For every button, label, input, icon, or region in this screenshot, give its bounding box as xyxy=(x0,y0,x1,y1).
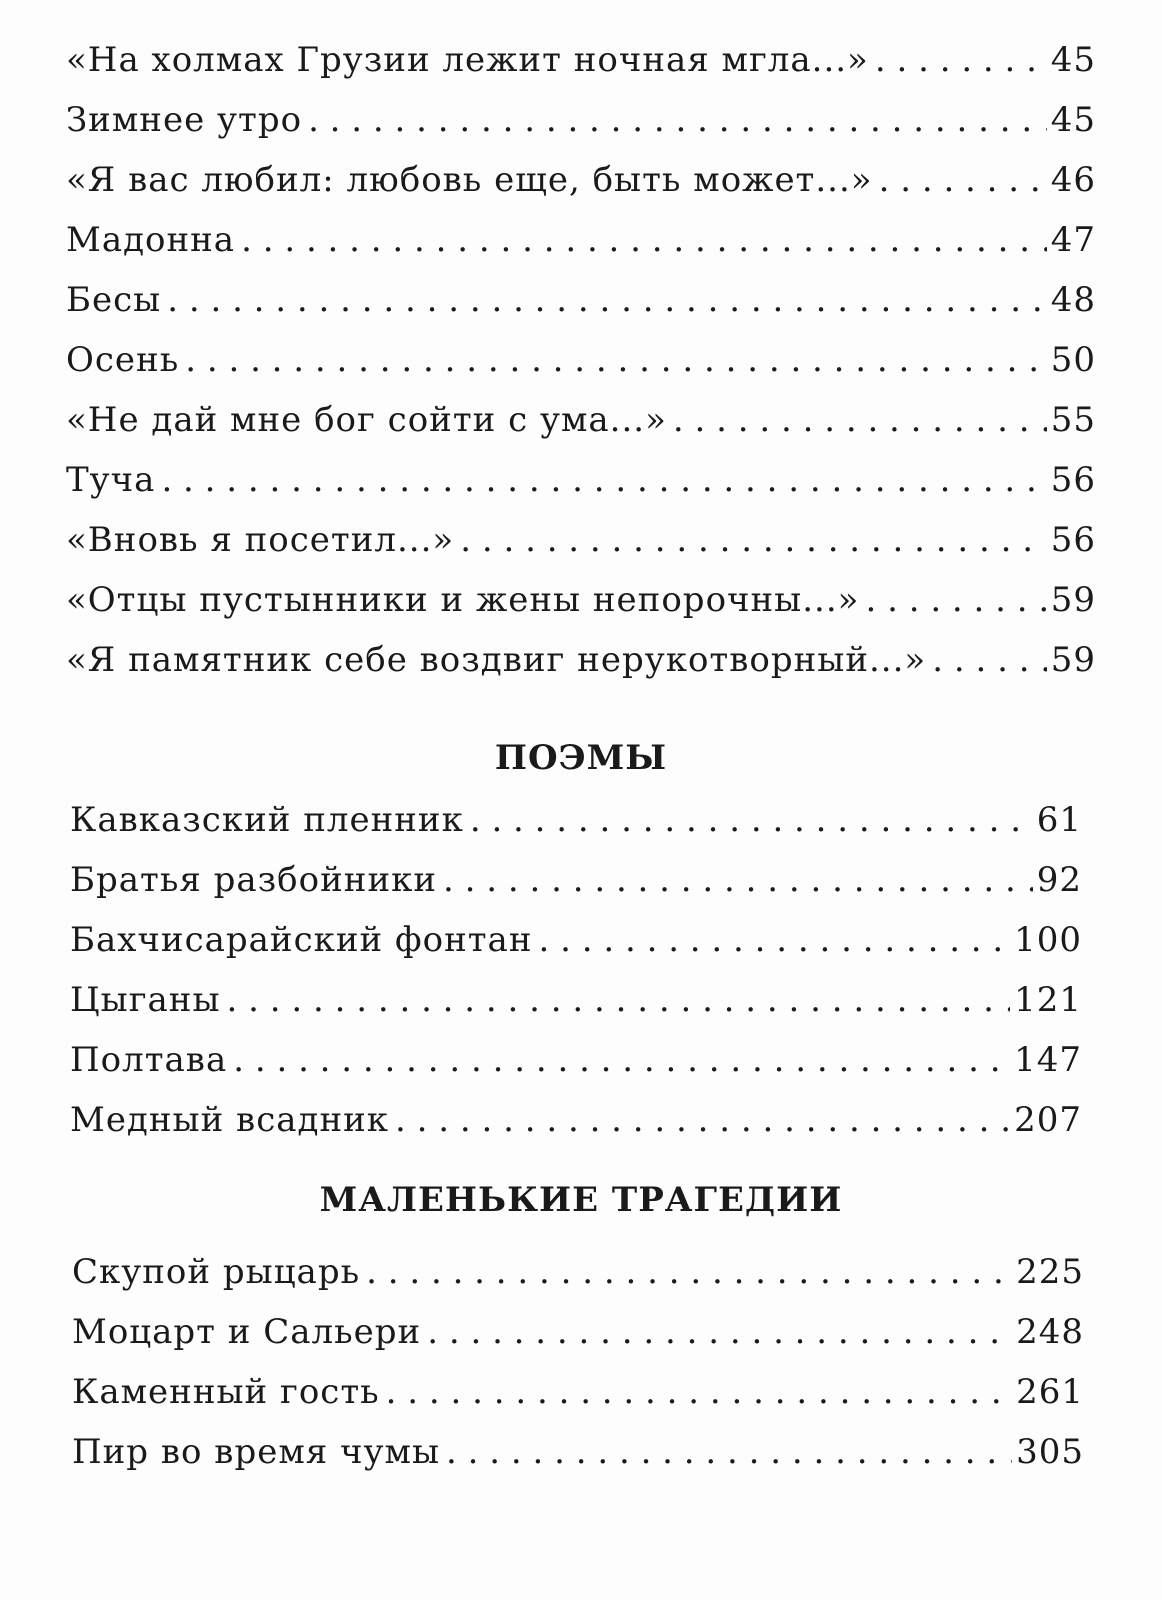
toc-entry-title: Зимнее утро xyxy=(66,100,303,140)
toc-entry-title: Моцарт и Сальери xyxy=(72,1312,422,1352)
dot-leader xyxy=(386,1362,1012,1422)
toc-entry-title: Кавказский пленник xyxy=(70,800,464,840)
dot-leader xyxy=(875,30,1047,90)
toc-entry xyxy=(66,270,1096,330)
dot-leader xyxy=(308,90,1047,150)
toc-entry-page: 305 xyxy=(1016,1432,1084,1472)
toc-tragedies-list xyxy=(72,1242,1084,1482)
toc-entry-title: «Я памятник себе воздвиг нерукотворный...» xyxy=(66,640,927,680)
toc-entry xyxy=(66,90,1096,150)
toc-entry xyxy=(70,850,1082,910)
dot-leader xyxy=(470,790,1033,850)
toc-entry-title: Мадонна xyxy=(66,220,236,260)
dot-leader xyxy=(185,330,1047,390)
toc-entry-page: 207 xyxy=(1014,1100,1082,1140)
toc-entry xyxy=(70,970,1082,1030)
toc-entry-page: 147 xyxy=(1014,1040,1082,1080)
dot-leader xyxy=(366,1242,1012,1302)
toc-entry xyxy=(72,1422,1084,1482)
dot-leader xyxy=(427,1302,1012,1362)
toc-entry-title: Каменный гость xyxy=(72,1372,380,1412)
toc-entry xyxy=(66,330,1096,390)
dot-leader xyxy=(241,210,1047,270)
toc-entry-title: «Отцы пустынники и жены непорочны...» xyxy=(66,580,860,620)
toc-entry-page: 225 xyxy=(1016,1252,1084,1292)
toc-entry xyxy=(66,30,1096,90)
toc-entry-page: 261 xyxy=(1016,1372,1084,1412)
toc-entry xyxy=(72,1362,1084,1422)
toc-entry-page: 61 xyxy=(1036,800,1082,840)
toc-entry-title: Бахчисарайский фонтан xyxy=(70,920,533,960)
toc-entry-page: 47 xyxy=(1050,220,1096,260)
dot-leader xyxy=(233,1030,1010,1090)
toc-entry-title: «Вновь я посетил...» xyxy=(66,520,455,560)
toc-entry-page: 48 xyxy=(1050,280,1096,320)
toc-entry-title: Медный всадник xyxy=(70,1100,390,1140)
toc-entry xyxy=(66,450,1096,510)
toc-entry-page: 56 xyxy=(1050,520,1096,560)
toc-entry-page: 248 xyxy=(1016,1312,1084,1352)
toc-entry-title: Цыганы xyxy=(70,980,221,1020)
dot-leader xyxy=(879,150,1047,210)
toc-entry xyxy=(66,570,1096,630)
toc-poemy-list xyxy=(70,790,1082,1150)
toc-entry-page: 92 xyxy=(1036,860,1082,900)
dot-leader xyxy=(167,270,1047,330)
toc-entry-title: Осень xyxy=(66,340,180,380)
toc-entry xyxy=(66,630,1096,690)
dot-leader xyxy=(161,450,1046,510)
toc-entry-page: 55 xyxy=(1050,400,1096,440)
toc-entry-page: 59 xyxy=(1050,640,1096,680)
toc-entry-title: Полтава xyxy=(70,1040,228,1080)
dot-leader xyxy=(865,570,1046,630)
dot-leader xyxy=(460,510,1047,570)
toc-entry-page: 45 xyxy=(1050,40,1096,80)
toc-entry-page: 100 xyxy=(1014,920,1082,960)
toc-entry xyxy=(72,1242,1084,1302)
toc-entry xyxy=(72,1302,1084,1362)
dot-leader xyxy=(395,1090,1010,1150)
toc-entry-title: Пир во время чумы xyxy=(72,1432,441,1472)
section-heading-poemy: ПОЭМЫ xyxy=(494,738,668,778)
toc-entry xyxy=(70,790,1082,850)
toc-entry xyxy=(70,1030,1082,1090)
dot-leader xyxy=(932,630,1047,690)
toc-entry xyxy=(66,390,1096,450)
toc-poems-list xyxy=(66,30,1096,690)
toc-entry-title: «На холмах Грузии лежит ночная мгла...» xyxy=(66,40,869,80)
toc-entry-title: Туча xyxy=(66,460,156,500)
toc-entry-page: 45 xyxy=(1050,100,1096,140)
toc-entry-title: «Не дай мне бог сойти с ума...» xyxy=(66,400,667,440)
toc-entry xyxy=(66,210,1096,270)
toc-entry xyxy=(70,910,1082,970)
dot-leader xyxy=(227,970,1011,1030)
toc-entry-page: 46 xyxy=(1050,160,1096,200)
dot-leader xyxy=(673,390,1047,450)
toc-entry xyxy=(66,150,1096,210)
toc-entry-page: 50 xyxy=(1050,340,1096,380)
toc-entry-page: 59 xyxy=(1050,580,1096,620)
section-heading-tragedies: МАЛЕНЬКИЕ ТРАГЕДИИ xyxy=(319,1180,843,1220)
dot-leader xyxy=(446,1422,1012,1482)
toc-entry-title: «Я вас любил: любовь еще, быть может...» xyxy=(66,160,873,200)
toc-entry-page: 121 xyxy=(1014,980,1082,1020)
toc-entry xyxy=(70,1090,1082,1150)
dot-leader xyxy=(443,850,1033,910)
toc-entry-title: Братья разбойники xyxy=(70,860,438,900)
toc-entry-title: Бесы xyxy=(66,280,162,320)
dot-leader xyxy=(539,910,1011,970)
toc-entry-page: 56 xyxy=(1050,460,1096,500)
toc-entry xyxy=(66,510,1096,570)
toc-entry-title: Скупой рыцарь xyxy=(72,1252,361,1292)
